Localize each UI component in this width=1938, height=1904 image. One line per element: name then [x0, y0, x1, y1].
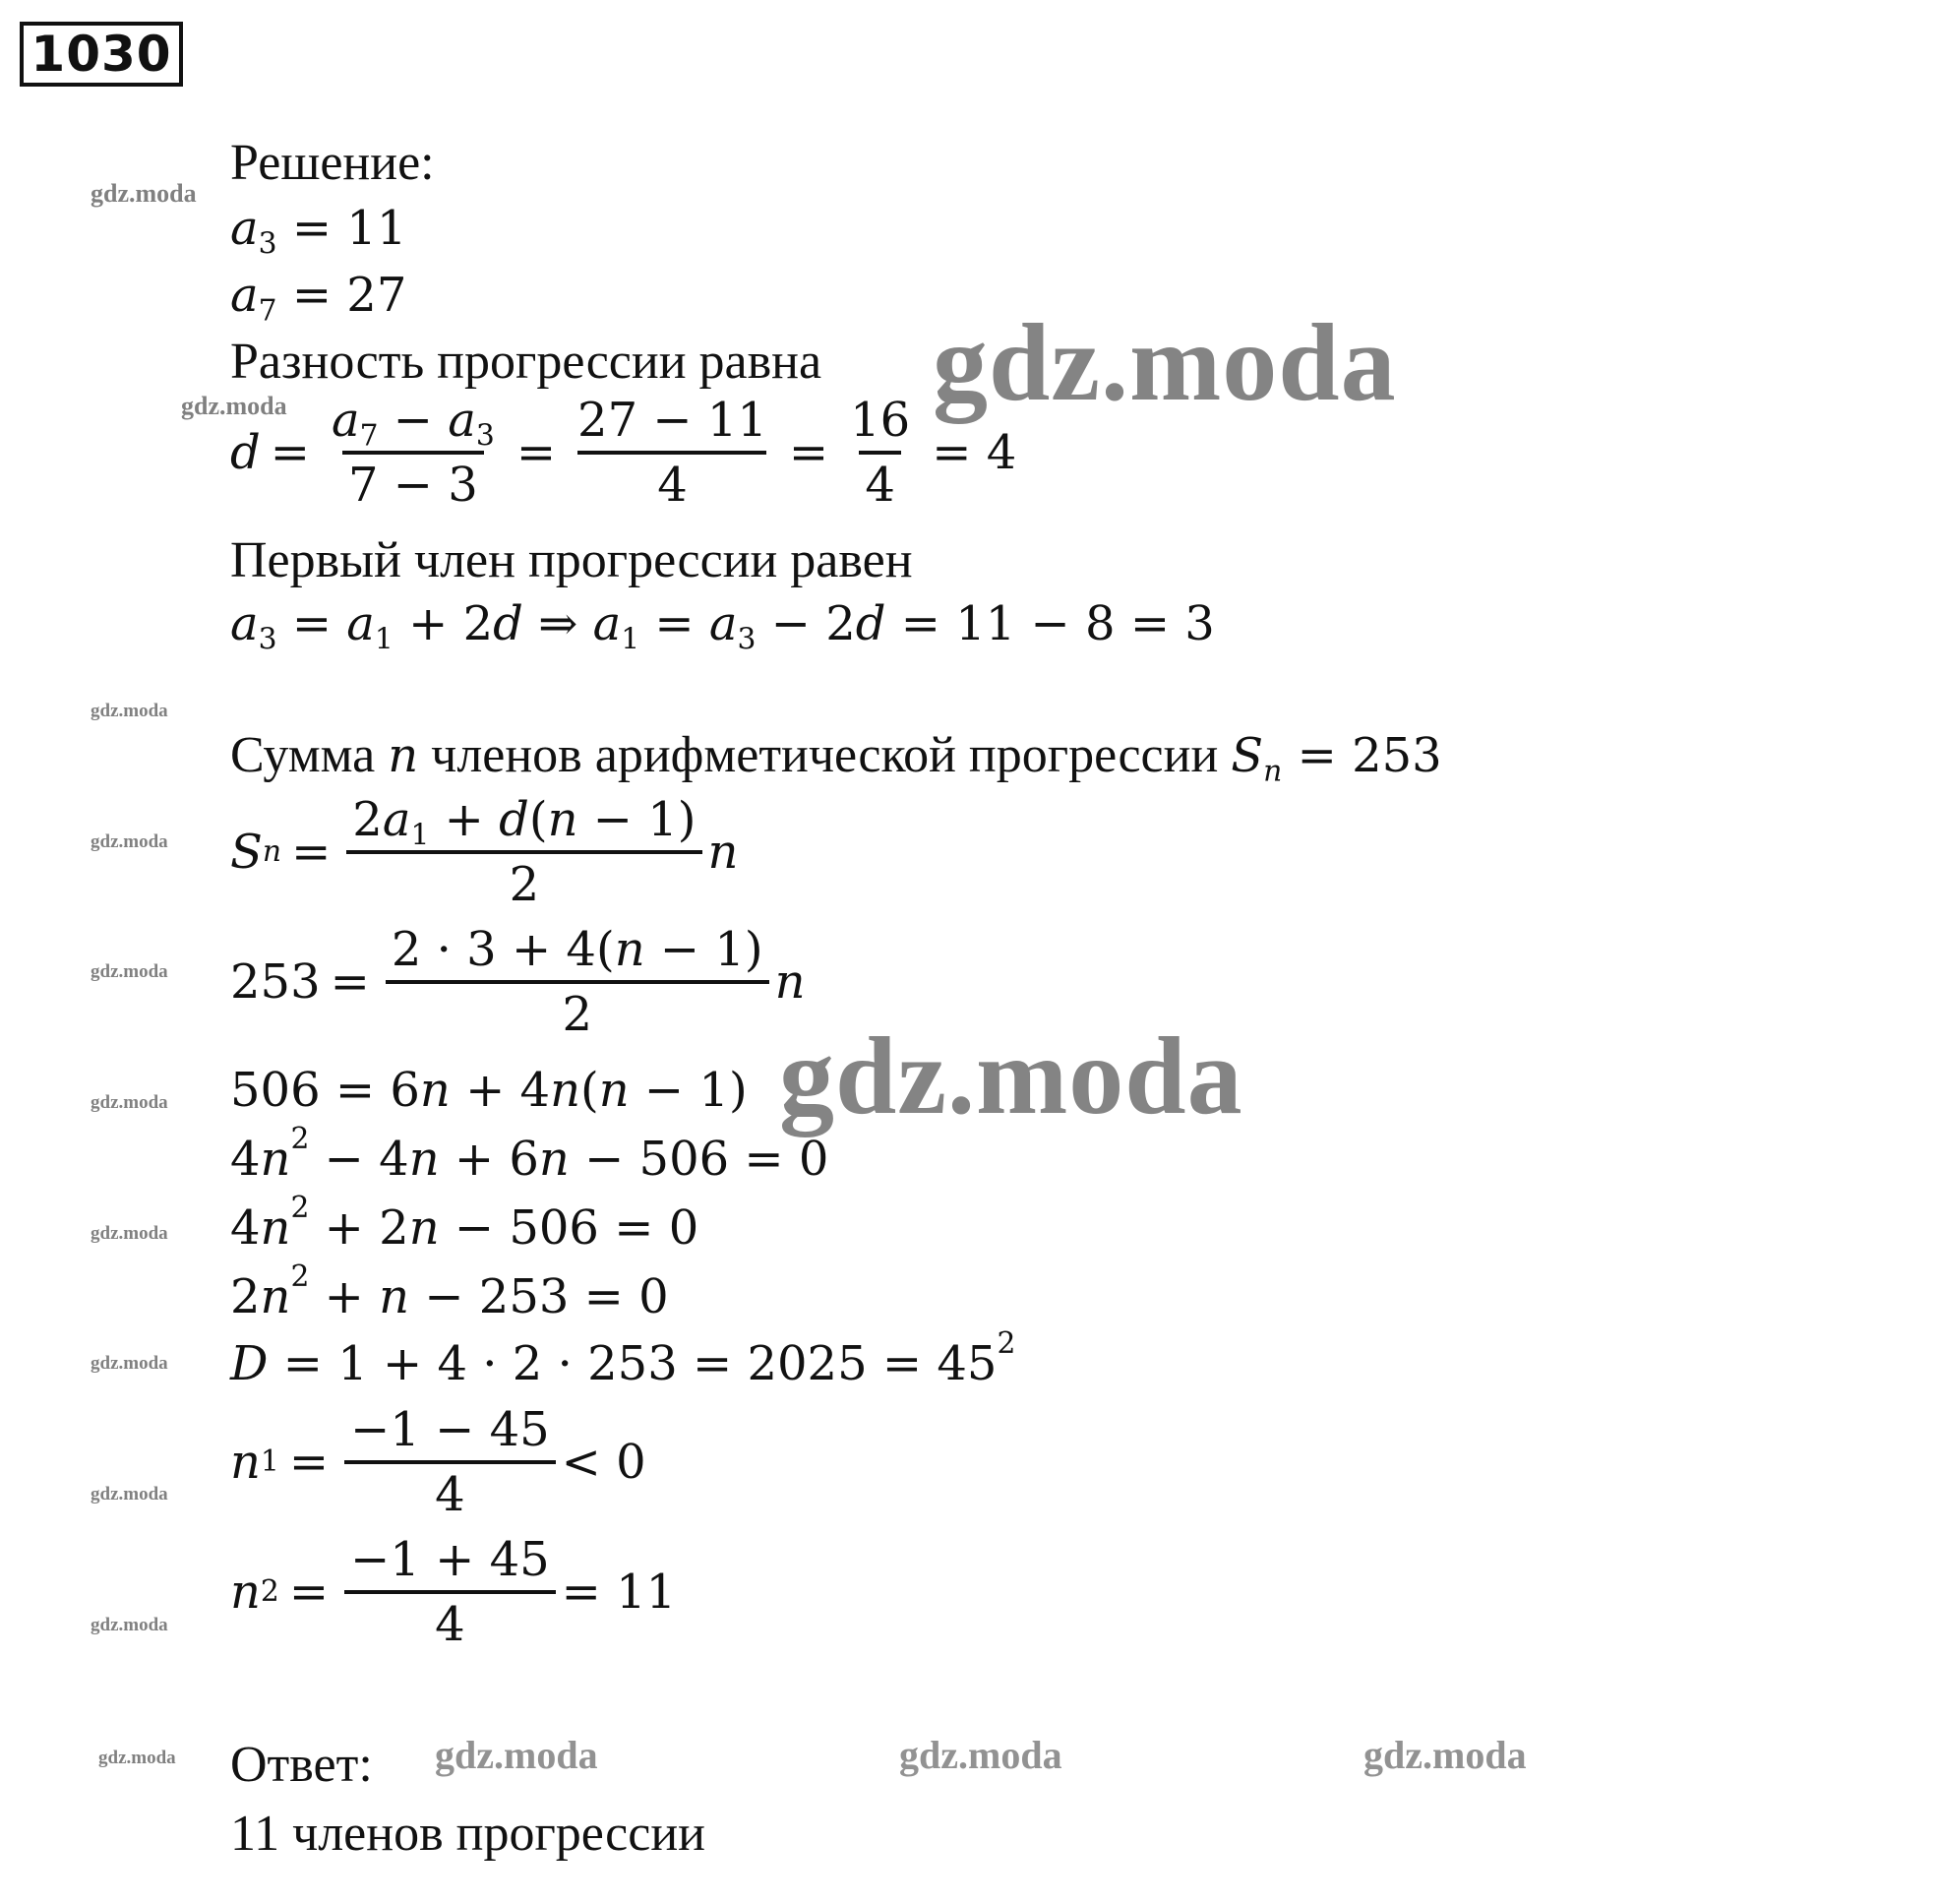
quadratic-step-2: $4n^2 + 2n - 506 = 0$ — [230, 1191, 699, 1256]
watermark: gdz.moda — [91, 1092, 168, 1113]
fraction: $\frac{2 \cdot 3 + 4(n - 1)}{2}$ — [386, 925, 769, 1040]
fraction: $\frac{-1 + 45}{4}$ — [344, 1535, 556, 1650]
watermark: gdz.moda — [91, 179, 197, 208]
discriminant: $D = 1 + 4 \cdot 2 \cdot 253 = 2025 = 45^2$ — [230, 1326, 1016, 1391]
quadratic-step-3: $2n^2 + n - 253 = 0$ — [230, 1259, 669, 1324]
fraction: $\frac{27 - 11}{4}$ — [577, 393, 767, 514]
watermark: gdz.moda — [181, 392, 287, 420]
watermark: gdz.moda — [899, 1733, 1062, 1777]
watermark: gdz.moda — [91, 1615, 168, 1635]
difference-equation: d = $\frac{a_7 - a_3}{7 - 3}$ = $\frac{27 - 11}{4}$ = $\frac{16}{4}$ = 4 — [230, 393, 1017, 514]
fraction: $\frac{a_7 - a_3}{7 - 3}$ — [331, 393, 495, 514]
watermark: gdz.moda — [98, 1748, 176, 1768]
sum-substituted: 253 = $\frac{2 \cdot 3 + 4(n - 1)}{2}$ n — [230, 922, 806, 1043]
watermark: gdz.moda — [91, 1353, 168, 1374]
answer-label: Ответ: — [230, 1737, 373, 1793]
sum-intro: Сумма n членов арифметической прогрессии $S_n = 253$ — [230, 727, 1442, 789]
watermark: gdz.moda — [435, 1733, 598, 1777]
fraction: $\frac{2a_1 + d(n - 1)}{2}$ — [346, 795, 701, 910]
given-a3: $a_3 = 11$ — [230, 201, 407, 262]
first-term-label: Первый член прогрессии равен — [230, 532, 913, 588]
fraction: $\frac{-1 - 45}{4}$ — [344, 1405, 556, 1520]
watermark: gdz.moda — [91, 1223, 168, 1244]
watermark: gdz.moda — [91, 701, 168, 721]
quadratic-step-1: $4n^2 - 4n + 6n - 506 = 0$ — [230, 1122, 829, 1187]
task-number: 1030 — [20, 22, 183, 87]
sum-formula: S n = $\frac{2a_1 + d(n - 1)}{2}$ n — [230, 792, 739, 913]
solution-heading: Решение: — [230, 135, 435, 191]
fraction: $\frac{16}{4}$ — [850, 393, 911, 514]
watermark: gdz.moda — [1363, 1733, 1527, 1777]
root-n1: n 1 = $\frac{-1 - 45}{4}$ < 0 — [230, 1402, 646, 1523]
watermark: gdz.moda — [91, 1484, 168, 1505]
given-a7: $a_7 = 27$ — [230, 268, 407, 329]
difference-label: Разность прогрессии равна — [230, 334, 822, 390]
watermark: gdz.moda — [91, 961, 168, 982]
root-n2: n 2 = $\frac{-1 + 45}{4}$ = 11 — [230, 1532, 677, 1653]
watermark: gdz.moda — [91, 831, 168, 852]
watermark: gdz.moda — [933, 302, 1397, 424]
first-term-equation: $a_3 = a_1 + 2d$ ⇒ $a_1 = a_3 - 2d = 11 - 8 = 3$ — [230, 596, 1215, 657]
watermark: gdz.moda — [779, 1015, 1243, 1137]
equation-506: 506 = 6n + 4n(n − 1) — [230, 1063, 748, 1118]
answer-text: 11 членов прогрессии — [230, 1806, 705, 1862]
